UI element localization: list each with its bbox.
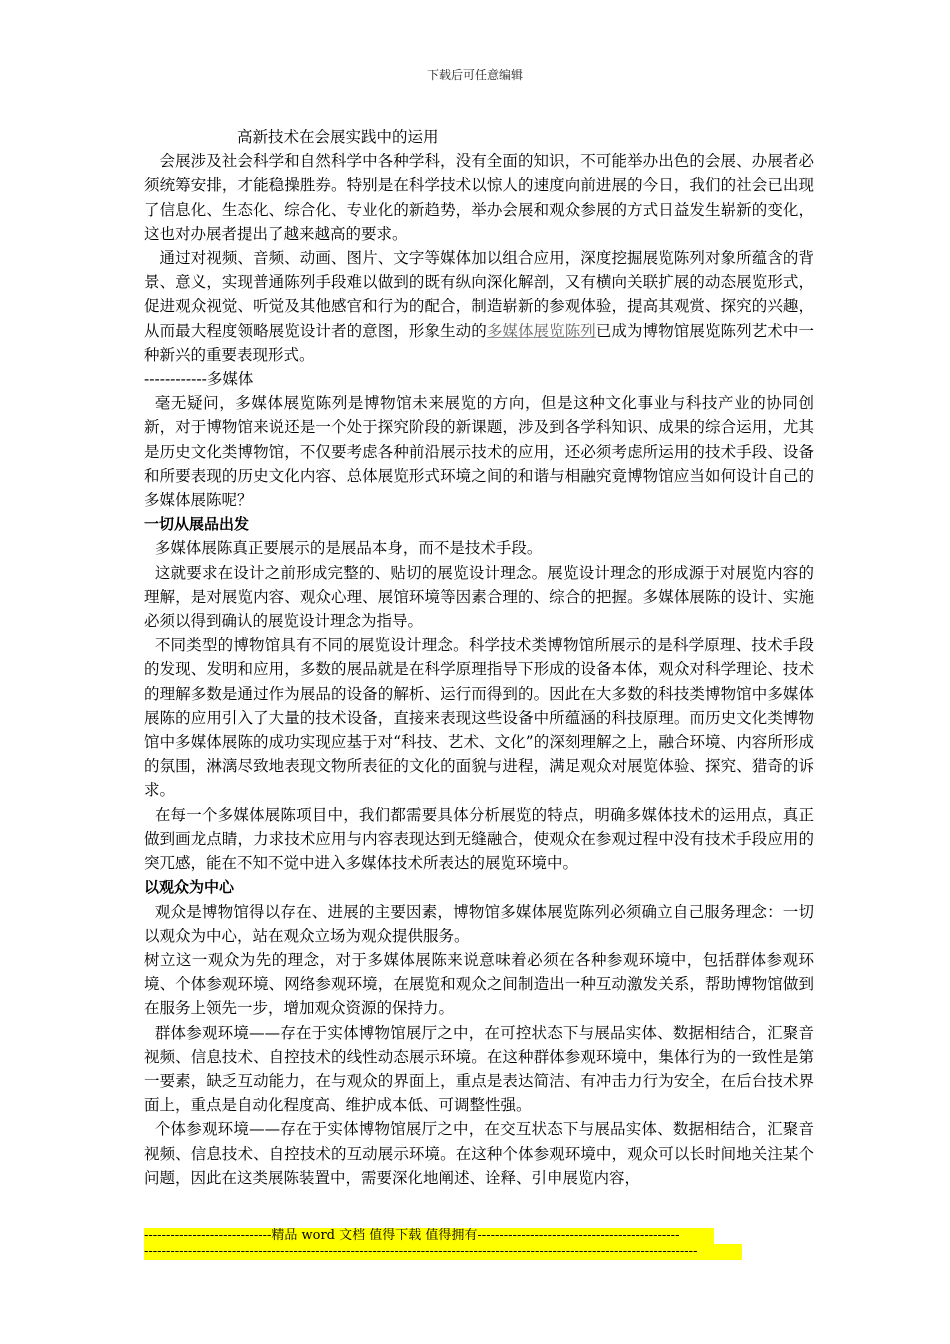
paragraph: 不同类型的博物馆具有不同的展览设计理念。科学技术类博物馆所展示的是科学原理、技术手段的发现、发明和应用，多数的展品就是在科学原理指导下形成的设备本体，观众对科学理论、技术的理解多数是通过作为展品的设备的解析、运行而得到的。因此在大多数的科技类博物馆中多媒体展陈的应用引入了大量的技术设备，直接来表现这些设备中所蕴涵的科技原理。而历史文化类博物馆中多媒体展陈的成功实现应基于对“科技、艺术、文化”的深刻理解之上，融合环境、内容所形成的氛围，淋漓尽致地表现文物所表征的文化的面貌与进程，满足观众对展览体验、探究、猎奇的诉求。 bbox=[144, 636, 814, 800]
paragraph-text: 通过对视频、音频、动画、图片、文字等媒体加以组合应用，深度挖掘展览陈列对象所蕴含的背景、意义，实现普通陈列手段难以做到的既有纵向深化解剖，又有横向关联扩展的动态展览形式，促进观众视觉、听觉及其他感官和行为的配合，制造崭新的参观体验，提高其观赏、探究的兴趣，从而最大程度领略展览设计者的意图，形象生动的 bbox=[144, 249, 814, 340]
paragraph: 会展涉及社会科学和自然科学中各种学科，没有全面的知识，不可能举办出色的会展、办展者必须统筹安排，才能稳操胜券。特别是在科学技术以惊人的速度向前进展的今日，我们的社会已出现了信息化、生态化、综合化、专业化的新趋势，举办会展和观众参展的方式日益发生崭新的变化，这也对办展者提出了越来越高的要求。 bbox=[144, 152, 814, 243]
section-separator: ------------多媒体 bbox=[144, 370, 254, 389]
multimedia-exhibition-link[interactable]: 多媒体展览陈列 bbox=[486, 321, 596, 340]
paragraph: 毫无疑问，多媒体展览陈列是博物馆未来展览的方向，但是这种文化事业与科技产业的协同创新，对于博物馆来说还是一个处于探究阶段的新课题，涉及到各学科知识、成果的综合运用，尤其是历史文化类博物馆，不仅要考虑各种前沿展示技术的应用，还必须考虑所运用的技术手段、设备和所要表现的历史文化内容、总体展览形式环境之间的和谐与相融究竟博物馆应当如何设计自己的多媒体展陈呢？ bbox=[144, 394, 814, 510]
page-header-note: 下载后可任意编辑 bbox=[426, 68, 523, 82]
page-footer-banner bbox=[144, 1228, 744, 1260]
paragraph bbox=[144, 246, 814, 367]
section-heading: 一切从展品出发 bbox=[144, 515, 250, 534]
paragraph: 树立这一观众为先的理念，对于多媒体展陈来说意味着必须在各种参观环境中，包括群体参观环境、个体参观环境、网络参观环境，在展览和观众之间制造出一种互动激发关系，帮助博物馆做到在服务上领先一步，增加观众资源的保持力。 bbox=[144, 950, 814, 1018]
paragraph: 个体参观环境——存在于实体博物馆展厅之中，在交互状态下与展品实体、数据相结合，汇聚音视频、信息技术、自控技术的互动展示环境。在这种个体参观环境中，观众可以长时间地关注某个问题，因此在这类展陈装置中，需要深化地阐述、诠释、引申展览内容， bbox=[144, 1120, 814, 1187]
document-title: 高新技术在会展实践中的运用 bbox=[237, 128, 439, 146]
paragraph: 在每一个多媒体展陈项目中，我们都需要具体分析展览的特点，明确多媒体技术的运用点，真正做到画龙点睛，力求技术应用与内容表现达到无缝融合，使观众在参观过程中没有技术手段应用的突兀感，能在不知不觉中进入多媒体技术所表达的展览环境中。 bbox=[144, 805, 814, 873]
paragraph: 多媒体展陈真正要展示的是展品本身，而不是技术手段。 bbox=[154, 539, 543, 558]
paragraph: 这就要求在设计之前形成完整的、贴切的展览设计理念。展览设计理念的形成源于对展览内容的理解，是对展览内容、观众心理、展馆环境等因素合理的、综合的把握。多媒体展陈的设计、实施必须以得到确认的展览设计理念为指导。 bbox=[144, 563, 814, 631]
paragraph: 观众是博物馆得以存在、进展的主要因素，博物馆多媒体展览陈列必须确立自己服务理念：一切以观众为中心，站在观众立场为观众提供服务。 bbox=[144, 902, 814, 945]
paragraph: 群体参观环境——存在于实体博物馆展厅之中，在可控状态下与展品实体、数据相结合，汇聚音视频、信息技术、自控技术的线性动态展示环境。在这种群体参观环境中，集体行为的一致性是第一要素，缺乏互动能力，在与观众的界面上，重点是表达简洁、有冲击力行为安全，在后台技术界面上，重点是自动化程度高、维护成本低、可调整性强。 bbox=[144, 1023, 814, 1115]
footer-line: ------------------------------------------------------------------------------------------------------------------------------ bbox=[144, 1244, 742, 1260]
section-heading: 以观众为中心 bbox=[144, 878, 235, 897]
paragraph-text: 已成为博物馆展览陈列艺术中一种新兴的重要表现形式。 bbox=[144, 321, 814, 364]
document-body bbox=[144, 125, 814, 1190]
footer-line: -----------------------------精品 word 文档 值得下载 值得拥有---------------------------------------------- bbox=[144, 1228, 714, 1244]
